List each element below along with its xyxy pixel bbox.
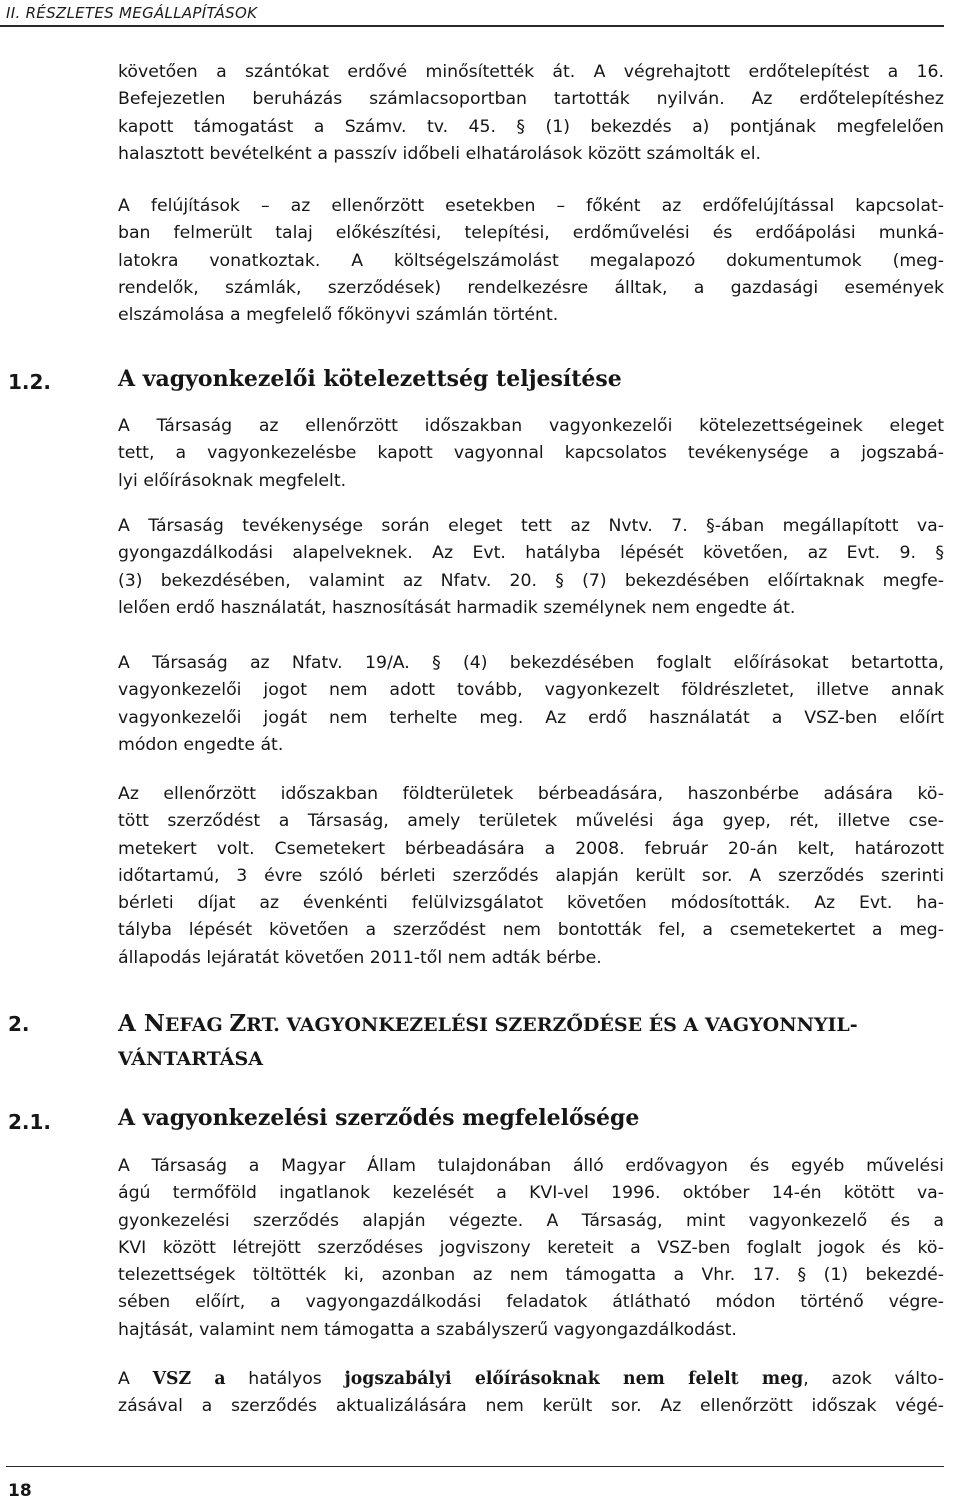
text-line: metekert volt. Csemetekert bérbeadására a 2008. február 20-án kelt, határozott — [118, 838, 944, 859]
emphasis-noncompliance: jogszabályi előírásoknak nem felelt meg — [344, 1369, 804, 1389]
text-line: (3) bekezdésében, valamint az Nfatv. 20. § (7) bekezdésében előírtaknak megfe- — [118, 570, 944, 591]
text-line: A felújítások – az ellenőrzött esetekben – főként az erdőfelújítással kapcsolat- — [118, 196, 944, 216]
text-line: rendelők, számlák, szerződések) rendelkezésre álltak, a gazdasági események — [118, 277, 944, 298]
page-number: 18 — [8, 1481, 32, 1501]
text-line: állapodás lejáratát követően 2011-től nem adták bérbe. — [118, 947, 602, 968]
running-header: II. RÉSZLETES MEGÁLLAPÍTÁSOK — [6, 4, 258, 22]
text-line: gyonkezelési szerződés alapján végezte. A Társaság, mint vagyonkezelő és a — [118, 1210, 944, 1231]
text-line: tött szerződést a Társaság, amely területek művelési ága gyep, rét, illetve cse- — [118, 811, 944, 832]
paragraph-forestation — [118, 59, 944, 168]
text-line: telezettségek töltötték ki, azonban az nem támogatta a Vhr. 17. § (1) bekezdé- — [118, 1265, 944, 1286]
emphasis-vsz: VSZ a — [152, 1369, 226, 1389]
text-line: tályba lépését követően a szerződést nem bontották fel, a csemetekertet a meg- — [118, 920, 944, 941]
section-number-2: 2. — [8, 1012, 30, 1036]
text-line: Befejezetlen beruházás számlacsoportban tartották nyilván. Az erdőtelepítéshez — [118, 89, 944, 110]
text-line: vagyonkezelői jogát nem terhelte meg. Az erdő használatát a VSZ-ben előírt — [118, 707, 944, 728]
text-line: Az ellenőrzött időszakban földterületek bérbeadására, haszonbérbe adására kö- — [118, 784, 944, 804]
text-line: hajtását, valamint nem támogatta a szabályszerű vagyongazdálkodást. — [118, 1319, 737, 1340]
text-line: A Társaság az ellenőrzött időszakban vagyonkezelői kötelezettségeinek eleget — [118, 416, 944, 436]
text-line: A Társaság az Nfatv. 19/A. § (4) bekezdésében foglalt előírásokat betartotta, — [118, 653, 944, 673]
text-line: ban felmerült talaj előkészítési, telepítési, erdőművelési és erdőápolási munká- — [118, 223, 944, 244]
section-title-2 — [118, 1007, 858, 1076]
paragraph-renovations — [118, 193, 944, 329]
section-title-2-line1: A NEFAG ZRT. VAGYONKEZELÉSI SZERZŐDÉSE ÉS A VAGYONNYIL- — [118, 1010, 858, 1037]
text-line: tett, a vagyonkezelésbe kapott vagyonnal kapcsolatos tevékenysége a jogszabá- — [118, 443, 944, 464]
text-line: A Társaság tevékenysége során eleget tett az Nvtv. 7. §-ában megállapított va- — [118, 516, 944, 536]
text-line: gyongazdálkodási alapelveknek. Az Evt. hatályba lépését követően, az Evt. 9. § — [118, 543, 944, 564]
paragraph-vsz-noncompliance — [118, 1366, 944, 1421]
text-line: A VSZ a hatályos jogszabályi előírásoknak nem felelt meg, azok válto- — [118, 1369, 944, 1389]
text-line: módon engedte át. — [118, 734, 284, 755]
section-title-2-line2: VÁNTARTÁSA — [118, 1048, 263, 1070]
paragraph-land-lease — [118, 781, 944, 972]
header-rule — [0, 25, 944, 27]
text-line: követően a szántókat erdővé minősítették át. A végrehajtott erdőtelepítést a 16. — [118, 62, 944, 82]
text-line: ágú termőföld ingatlanok kezelését a KVI-vel 1996. október 14-én kötött va- — [118, 1183, 944, 1204]
footer-rule — [6, 1466, 944, 1467]
text-line: zásával a szerződés aktualizálására nem került sor. Az ellenőrzött időszak végé- — [118, 1396, 944, 1417]
section-number-1-2: 1.2. — [8, 370, 52, 394]
text-line: KVI között létrejött szerződéses jogviszony kereteit a VSZ-ben foglalt jogok és kö- — [118, 1237, 944, 1258]
text-line: lelően erdő használatát, hasznosítását harmadik személynek nem engedte át. — [118, 597, 796, 618]
paragraph-asset-contract — [118, 1153, 944, 1344]
text-line: latokra vonatkoztak. A költségelszámolást megalapozó dokumentumok (meg- — [118, 250, 944, 271]
text-line: vagyonkezelői jogot nem adott tovább, vagyonkezelt földrészletet, illetve annak — [118, 680, 944, 701]
text-line: bérleti díjat az évenkénti felülvizsgálatot követően módosították. Az Evt. ha- — [118, 893, 944, 914]
text-line: halasztott bevételként a passzív időbeli elhatárolások között számolták el. — [118, 143, 762, 164]
section-title-1-2: A vagyonkezelői kötelezettség teljesítése — [118, 366, 622, 392]
text-line: elszámolása a megfelelő főkönyvi számlán történt. — [118, 305, 559, 326]
paragraph-nfatv-compliance — [118, 650, 944, 759]
text-line: lyi előírásoknak megfelelt. — [118, 470, 347, 491]
paragraph-asset-obligations — [118, 413, 944, 495]
section-number-2-1: 2.1. — [8, 1110, 52, 1134]
text-line: sében előírt, a vagyongazdálkodási feladatok átlátható módon történő végre- — [118, 1292, 944, 1313]
section-title-2-1: A vagyonkezelési szerződés megfelelősége — [118, 1105, 640, 1131]
text-line: időtartamú, 3 évre szóló bérleti szerződés alapján került sor. A szerződés szerinti — [118, 865, 944, 886]
text-line: A Társaság a Magyar Állam tulajdonában álló erdővagyon és egyéb művelési — [118, 1156, 944, 1176]
paragraph-nvtv-compliance — [118, 513, 944, 622]
text-line: kapott támogatást a Számv. tv. 45. § (1) bekezdés a) pontjának megfelelően — [118, 116, 944, 137]
